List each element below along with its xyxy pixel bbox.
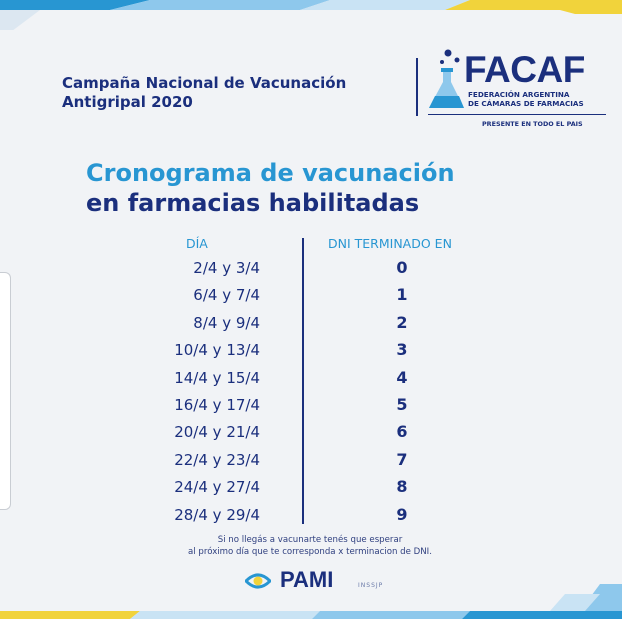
bottom-decorative-band <box>0 584 622 619</box>
schedule-row <box>130 365 510 392</box>
campaign-title <box>62 74 362 112</box>
row-day: 22/4 y 23/4 <box>174 450 260 469</box>
row-day: 24/4 y 27/4 <box>174 478 260 497</box>
footnote-line2: al próximo día que te corresponda x terminacion de DNI. <box>188 547 432 557</box>
schedule-row <box>130 474 510 501</box>
row-dni: 2 <box>396 312 408 332</box>
row-dni: 1 <box>396 285 408 305</box>
row-day: 28/4 y 29/4 <box>174 505 260 524</box>
schedule-row <box>130 392 510 419</box>
schedule-row <box>130 419 510 446</box>
schedule-row <box>130 255 510 282</box>
schedule-row <box>130 447 510 474</box>
schedule-heading-line1: Cronograma de vacunación <box>86 159 455 187</box>
schedule-heading-line2: en farmacias habilitadas <box>86 189 420 217</box>
pami-logo-name: PAMI <box>280 567 334 592</box>
facaf-subtitle-line2: DE CÁMARAS DE FARMACIAS <box>468 99 584 108</box>
footnote <box>130 534 490 558</box>
footnote-line1: Si no llegás a vacunarte tenés que esperar <box>217 535 403 545</box>
side-tab-decoration <box>0 272 11 510</box>
row-dni: 7 <box>396 449 408 469</box>
campaign-title-line1: Campaña Nacional de Vacunación <box>62 74 347 92</box>
flask-icon <box>426 48 466 112</box>
row-day: 16/4 y 17/4 <box>174 395 260 414</box>
facaf-logo-name: FACAF <box>464 49 585 90</box>
row-day: 10/4 y 13/4 <box>174 341 260 360</box>
schedule-row <box>130 502 510 529</box>
logo-divider <box>416 58 418 116</box>
row-day: 6/4 y 7/4 <box>193 286 260 305</box>
column-header-day: DÍA <box>186 236 208 251</box>
row-dni: 4 <box>396 367 408 387</box>
row-dni: 0 <box>396 258 408 277</box>
row-day: 20/4 y 21/4 <box>174 423 260 442</box>
row-dni: 5 <box>396 394 408 414</box>
schedule-row <box>130 310 510 337</box>
facaf-subtitle-line1: FEDERACIÓN ARGENTINA <box>468 90 570 99</box>
row-day: 14/4 y 15/4 <box>174 368 260 387</box>
schedule-row <box>130 282 510 309</box>
schedule-row <box>130 337 510 364</box>
schedule-table <box>130 255 510 529</box>
top-decorative-band <box>0 0 622 30</box>
row-dni: 3 <box>396 340 408 360</box>
row-day: 8/4 y 9/4 <box>193 313 260 332</box>
column-header-dni: DNI TERMINADO EN <box>328 236 452 251</box>
pami-logo-subtitle: INSSJP <box>358 582 384 589</box>
facaf-rule <box>428 114 606 115</box>
campaign-title-line2: Antigripal 2020 <box>62 93 193 111</box>
facaf-logo-subtitle <box>468 90 608 108</box>
row-day: 2/4 y 3/4 <box>193 259 260 277</box>
row-dni: 8 <box>396 477 408 497</box>
row-dni: 6 <box>396 422 408 442</box>
row-dni: 9 <box>396 504 408 524</box>
facaf-tagline: PRESENTE EN TODO EL PAIS <box>482 120 583 128</box>
